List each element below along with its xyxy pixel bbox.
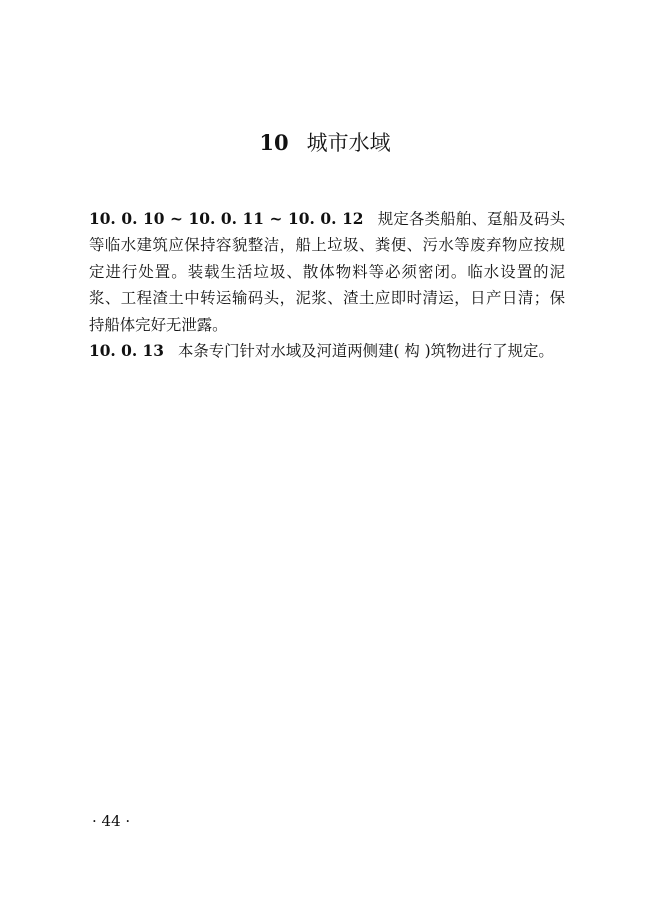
clause-text: 规定各类船舶、趸船及码头等临水建筑应保持容貌整洁，船上垃圾、粪便、污水等废弃物应按规定进行处置。装载生活垃圾、散体物料等必须密闭。临水设置的泥浆、工程渣土中转运输码头，泥浆、渣土应即时清运，日产日清；保持船体完好无泄露。	[89, 210, 565, 334]
page-number: · 44 ·	[92, 812, 131, 830]
clause-10-0-10	[89, 206, 565, 338]
clause-number: 10. 0. 10 ~ 10. 0. 11 ~ 10. 0. 12	[89, 210, 364, 228]
clause-10-0-13	[89, 338, 565, 364]
chapter-title: 城市水域	[306, 131, 391, 155]
clause-text: 本条专门针对水域及河道两侧建( 构 )筑物进行了规定。	[177, 342, 554, 361]
clause-explanations	[89, 206, 565, 364]
chapter-number: 10	[259, 130, 289, 155]
chapter-heading	[0, 128, 650, 158]
clause-number: 10. 0. 13	[89, 342, 164, 361]
